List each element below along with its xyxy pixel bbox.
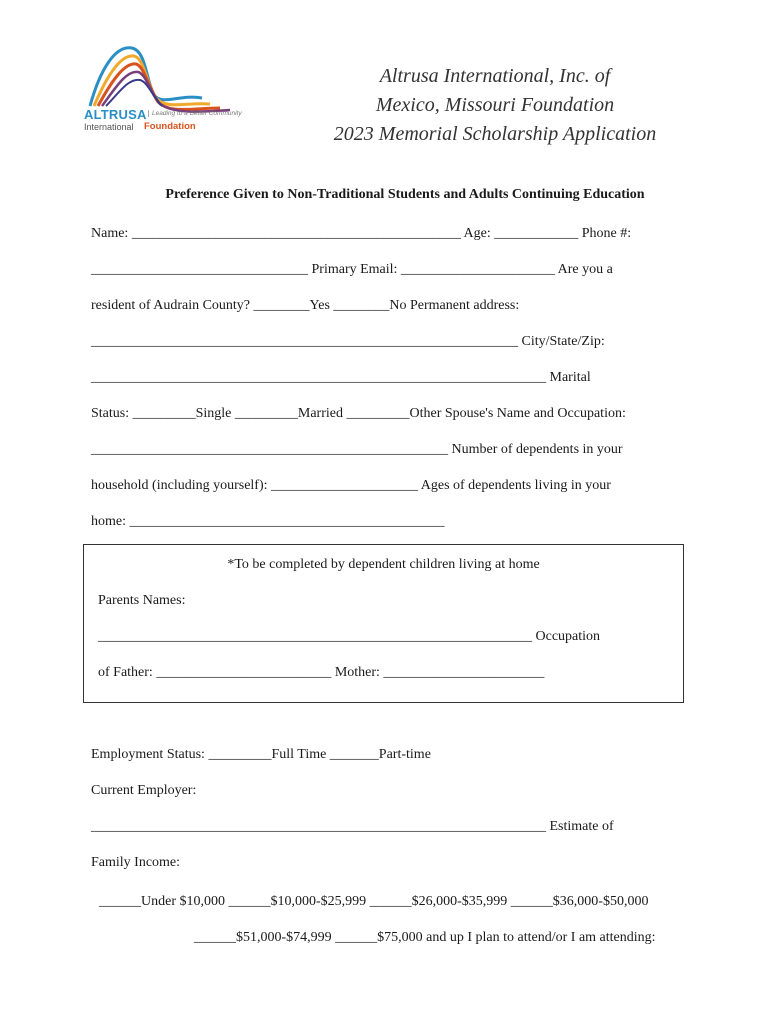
current-employer-label: Current Employer: xyxy=(91,783,197,798)
logo-tagline: Leading to a Better Community xyxy=(148,110,242,117)
email-line[interactable]: _______________________________ Primary Email: ______________________ Are you a xyxy=(91,262,613,277)
employment-status-line[interactable]: Employment Status: _________Full Time _______Part-time xyxy=(91,747,431,762)
logo-name: ALTRUSA xyxy=(84,107,147,122)
dependent-ages-line[interactable]: home: _____________________________________________ xyxy=(91,514,445,529)
city-state-zip-line[interactable]: _________________________________________________________________ Marital xyxy=(91,370,591,385)
employer-line[interactable]: _________________________________________________________________ Estimate of xyxy=(91,819,614,834)
dependents-box-heading: *To be completed by dependent children living at home xyxy=(227,557,540,572)
parents-names-line[interactable]: ______________________________________________________________ Occupation xyxy=(98,629,601,644)
document-subtitle: Preference Given to Non-Traditional Students and Adults Continuing Education xyxy=(165,187,645,202)
spouse-line[interactable]: ___________________________________________________ Number of dependents in your xyxy=(91,442,623,457)
title-line-3: 2023 Memorial Scholarship Application xyxy=(333,123,657,145)
logo-international: International xyxy=(84,122,134,132)
family-income-label: Family Income: xyxy=(91,855,181,870)
marital-status-line[interactable]: Status: _________Single _________Married _________Other Spouse's Name and Occupation: xyxy=(91,406,626,421)
parents-names-label: Parents Names: xyxy=(98,593,186,608)
income-ranges-line-2[interactable]: ______$51,000-$74,999 ______$75,000 and up I plan to attend/or I am attending: xyxy=(194,930,656,945)
title-line-2: Mexico, Missouri Foundation xyxy=(375,94,615,116)
title-line-1: Altrusa International, Inc. of xyxy=(379,65,611,87)
altrusa-logo xyxy=(80,40,250,140)
income-ranges-line-1[interactable]: ______Under $10,000 ______$10,000-$25,999 ______$26,000-$35,999 ______$36,000-$50,000 xyxy=(99,894,649,909)
address-line[interactable]: _____________________________________________________________ City/State/Zip: xyxy=(91,334,605,349)
name-age-phone-line[interactable]: Name: _______________________________________________ Age: ____________ Phone #: xyxy=(91,226,632,241)
parent-occupation-line[interactable]: of Father: _________________________ Mother: _______________________ xyxy=(98,665,545,680)
document-title xyxy=(300,62,690,149)
dependents-count-line[interactable]: household (including yourself): _____________________ Ages of dependents living in your xyxy=(91,478,611,493)
logo-foundation: Foundation xyxy=(144,121,196,132)
residency-line[interactable]: resident of Audrain County? ________Yes ________No Permanent address: xyxy=(91,298,520,313)
